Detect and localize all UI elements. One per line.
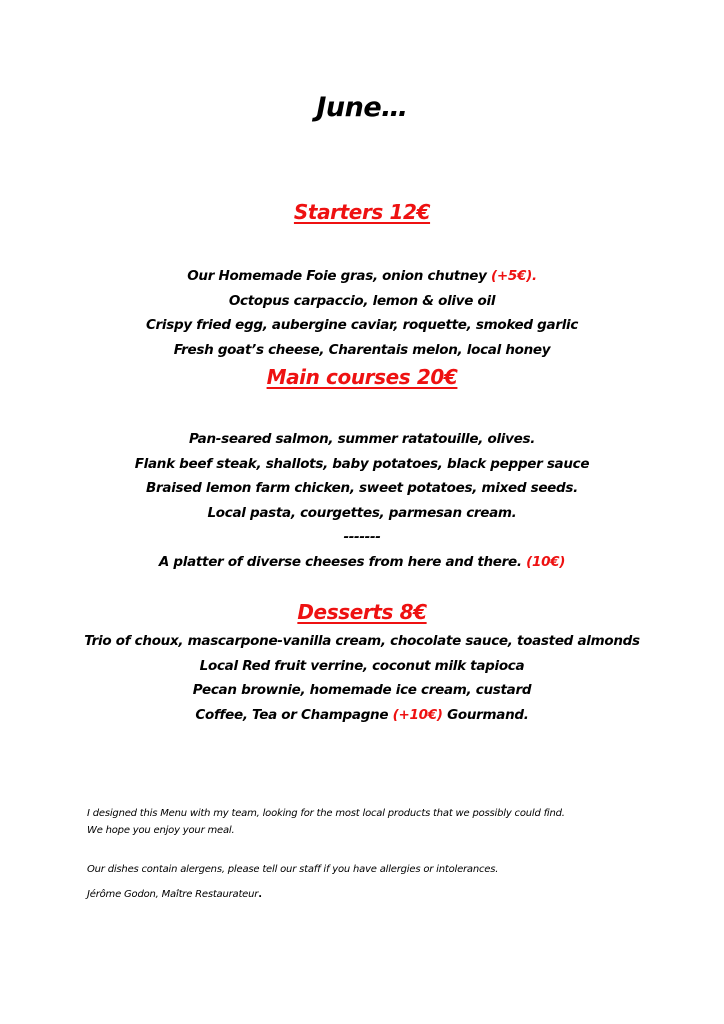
price-supplement: (10€) [526,553,566,570]
menu-item: Trio of choux, mascarpone-vanilla cream, chocolate sauce, toasted almonds [84,633,640,649]
menu-item: Pecan brownie, homemade ice cream, custard [192,682,532,698]
menu-item: Fresh goat’s cheese, Charentais melon, local honey [173,341,551,358]
desserts-heading: Desserts 8€ [297,600,427,624]
allergen-note [87,861,687,878]
divider: ------- [343,529,381,545]
menu-item: Local Red fruit verrine, coconut milk tapioca [199,657,525,674]
mains-list [0,427,724,574]
menu-item: Pan-seared salmon, summer ratatouille, olives. [188,431,536,447]
menu-item: Our Homemade Foie gras, onion chutney (+5€). [187,268,537,284]
starters-heading: Starters 12€ [293,200,431,224]
menu-title: June… [316,92,408,123]
footer-line: I designed this Menu with my team, looking for the most local products that we possibly could find. [87,808,565,819]
starters-list [0,264,724,362]
menu-item: A platter of diverse cheeses from here and there. (10€) [158,553,566,570]
mains-heading: Main courses 20€ [266,365,458,389]
footer-line: Our dishes contain alergens, please tell our staff if you have allergies or intolerances. [87,864,499,875]
menu-item: Local pasta, courgettes, parmesan cream. [207,504,517,521]
menu-item: Octopus carpaccio, lemon & olive oil [228,292,496,309]
price-supplement: (+10€) [392,706,443,723]
footer-line: We hope you enjoy your meal. [87,825,235,836]
menu-item: Coffee, Tea or Champagne (+10€) Gourmand. [195,706,529,723]
menu-item: Braised lemon farm chicken, sweet potatoes, mixed seeds. [146,480,578,496]
signature: Jérôme Godon, Maître Restaurateur. [87,889,262,900]
price-supplement: (+5€). [491,268,537,284]
desserts-list [0,629,724,727]
menu-item: Crispy fried egg, aubergine caviar, roquette, smoked garlic [145,317,579,333]
footer-note [87,805,687,839]
menu-item: Flank beef steak, shallots, baby potatoes, black pepper sauce [134,455,590,472]
